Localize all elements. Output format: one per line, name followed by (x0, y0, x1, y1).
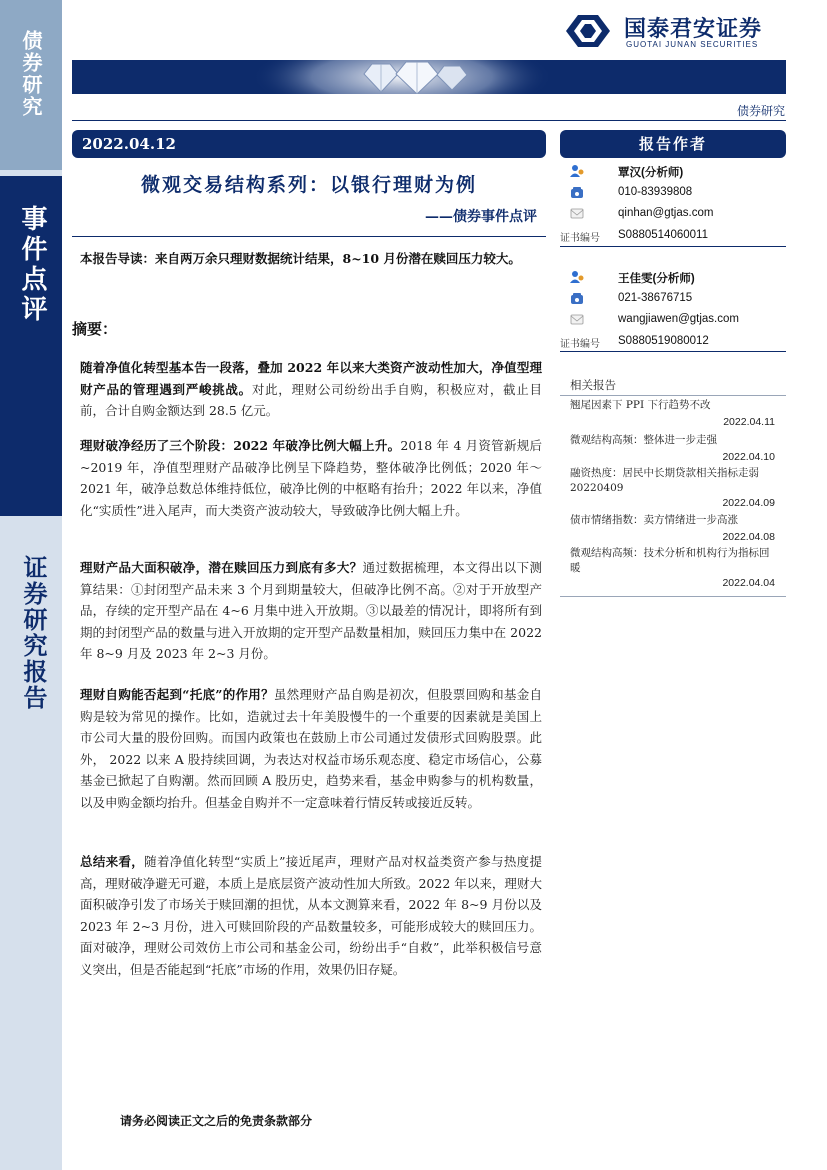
related-divider (560, 395, 786, 396)
email-icon (570, 207, 584, 220)
license-label: 证书编号 (560, 233, 600, 244)
logo-mark-icon (562, 12, 614, 50)
report-date: 2022.04.12 (82, 135, 176, 153)
report-title: 微观交易结构系列：以银行理财为例 (140, 174, 477, 196)
sidebar-mid-label: 事件点评 (17, 205, 47, 325)
paragraph-body: 虽然理财产品自购是初次，但股票回购和基金自购是较为常见的操作。比如，造就过去十年美股慢牛的一个重要的因素就是美国上市公司大量的股份回购。而国内政策也在鼓励上市公司通过发债形式回购股票。此外， 2022 以来 A 股持续回调，为表达对权益市场乐观态度、稳定市场信心，公募基金已掀起了自购潮。然而回顾 A 股历史，趋势来看，基金申购参与的机构数量，以及申购金额均抬升。但基金自购并不一定意味着行情反转或接近反转。 (80, 687, 542, 810)
paragraph-lead: 总结来看， (80, 854, 145, 869)
author-email[interactable]: wangjiawen@gtjas.com (618, 313, 739, 325)
paragraph-lead: 理财破净经历了三个阶段：2022 年破净比例大幅上升。 (80, 438, 401, 453)
authors-heading: 报告作者 (638, 135, 707, 153)
related-report-date: 2022.04.04 (722, 577, 775, 589)
report-date-bar (72, 130, 546, 158)
paragraph-lead: 理财自购能否起到“托底”的作用？ (80, 687, 274, 702)
phone-icon (570, 186, 584, 199)
sidebar-bottom-label: 证券研究报告 (19, 555, 48, 711)
related-report-title[interactable]: 融资热度：居民中长期贷款相关指标走弱 20220409 (570, 467, 759, 494)
paragraph-body: 随着净值化转型“实质上”接近尾声，理财产品对权益类资产参与热度提高，理财破净避无可避，本质上是底层资产波动性加大所致。2022 年以来，理财大面积破净引发了市场关于赎回潮的担忧，从本文测算来看，2022 年 8~9 月份以及 2023 年 2~3 月份，进入可赎回阶段的产品数量较多，可能形成较大的赎回压力。面对破净，理财公司效仿上市公司和基金公司，纷纷出手“自救”，此举积极信号意义突出，但是否能起到“托底”市场的作用，效果仍旧存疑。 (80, 854, 542, 977)
author-divider (560, 351, 786, 352)
related-heading: 相关报告 (570, 378, 616, 392)
left-sidebar (0, 0, 62, 1170)
header-banner (72, 60, 786, 94)
abstract-paragraph (80, 851, 542, 980)
person-icon (570, 270, 584, 283)
report-guide: 本报告导读：来自两万余只理财数据统计结果，8~10 月份潜在赎回压力较大。 (80, 251, 521, 266)
header-category: 债券研究 (736, 104, 785, 118)
title-divider (72, 236, 546, 237)
related-report-title[interactable]: 微观结构高频：整体进一步走强 (570, 434, 717, 446)
disclaimer-footer: 请务必阅读正文之后的免责条款部分 (120, 1114, 313, 1128)
related-report-title[interactable]: 翘尾因素下 PPI 下行趋势不改 (570, 399, 711, 411)
abstract-paragraph (80, 684, 542, 813)
header-divider (72, 120, 786, 121)
person-icon (570, 164, 584, 177)
related-report-date: 2022.04.11 (723, 416, 775, 428)
paragraph-body: 通过数据梳理，本文得出以下测算结果：①封闭型产品未来 3 个月到期量较大，但破净比例不高。②对于开放型产品，存续的定开型产品在 4~6 月集中进入开放期。③以最差的情况计，即将所有到期的封闭型产品的数量与进入开放期的定开型产品数量相加，赎回压力集中在 2022 年 8~9 月及 2023 年 2~3 月份。 (80, 560, 542, 661)
sidebar-top-label: 债券研究 (19, 30, 43, 118)
license-label: 证书编号 (560, 339, 600, 350)
paragraph-lead: 理财产品大面积破净，潜在赎回压力到底有多大？ (80, 560, 363, 575)
author-email[interactable]: qinhan@gtjas.com (618, 207, 714, 219)
related-report-date: 2022.04.09 (722, 497, 775, 509)
paragraph-lead: 随着净值化转型基本告一段落，叠加 2022 年以来大类资产波动性加大，净值型理财产品的管理遇到严峻挑战。 (80, 360, 542, 397)
author-license-row (560, 229, 708, 244)
author-phone: 021-38676715 (618, 292, 693, 304)
author-name: 覃汉(分析师) (618, 167, 684, 179)
related-report-date: 2022.04.10 (722, 451, 775, 463)
related-report-date: 2022.04.08 (722, 531, 775, 543)
related-bottom-divider (560, 596, 786, 597)
abstract-paragraph (80, 357, 542, 422)
logo-english-name: GUOTAI JUNAN SECURITIES (626, 40, 759, 49)
author-license: S0880519080012 (618, 335, 709, 347)
paragraph-body: 2018 年 4 月资管新规后~2019 年，净值型理财产品破净比例呈下降趋势，整体破净比例低；2020 年～2021 年，破净总数总体维持低位，破净比例的中枢略有抬升；2022 年以来，净值化“实质性”进入尾声，而大类资产波动较大，导致破净比例大幅上升。 (80, 438, 542, 518)
logo-chinese-name: 国泰君安证券 (624, 17, 763, 42)
author-divider (560, 246, 786, 247)
author-license-row (560, 335, 709, 350)
diamond-banner-icon (72, 60, 786, 94)
phone-icon (570, 292, 584, 305)
authors-header (560, 130, 786, 158)
abstract-heading: 摘要： (72, 320, 118, 338)
author-phone: 010-83939808 (618, 186, 693, 198)
author-license: S0880514060011 (618, 229, 708, 241)
company-logo (562, 12, 792, 52)
paragraph-body: 对此，理财公司纷纷出手自购，积极应对，截止目前，合计自购金额达到 28.5 亿元。 (80, 381, 542, 418)
author-name: 王佳雯(分析师) (618, 273, 695, 285)
report-subtitle: ——债券事件点评 (425, 209, 537, 225)
abstract-paragraph (80, 435, 542, 521)
related-report-title[interactable]: 债市情绪指数：卖方情绪进一步高涨 (570, 514, 738, 526)
abstract-paragraph (80, 557, 542, 665)
email-icon (570, 313, 584, 326)
related-report-title[interactable]: 微观结构高频：技术分析和机构行为指标回暖 (570, 547, 770, 574)
